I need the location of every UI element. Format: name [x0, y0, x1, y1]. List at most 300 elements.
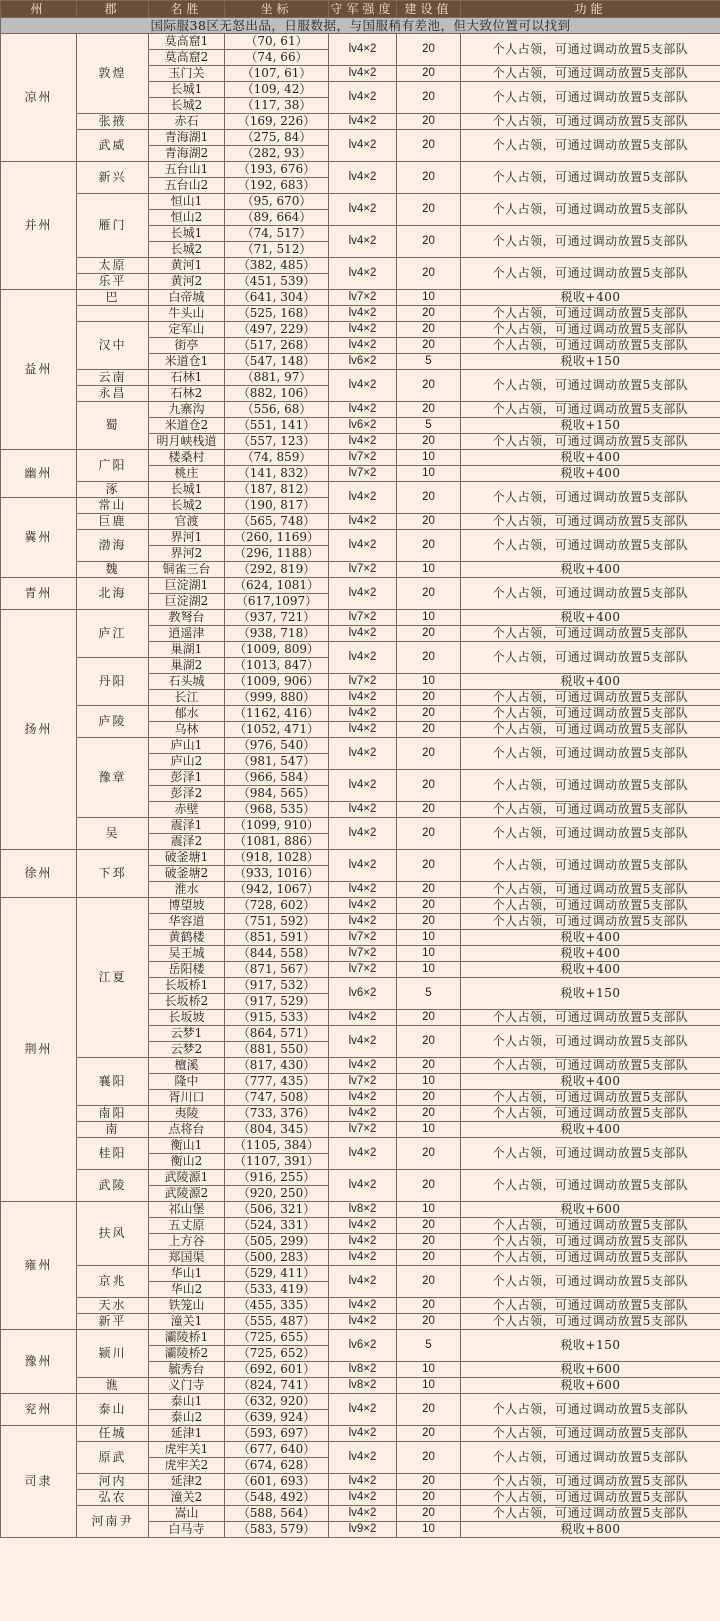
landmark-cell[interactable]: 云梦1 [149, 1026, 225, 1042]
construction-cell[interactable]: 20 [397, 1026, 461, 1058]
garrison-cell[interactable]: lv4×2 [329, 34, 397, 66]
garrison-cell[interactable]: lv4×2 [329, 1298, 397, 1314]
coordinate-cell[interactable]: （632, 920） [225, 1394, 329, 1410]
commandery-cell[interactable]: 颍川 [77, 1330, 149, 1378]
header-commandery[interactable]: 郡 [77, 1, 149, 18]
commandery-cell[interactable]: 太原 [77, 258, 149, 274]
landmark-cell[interactable]: 义门寺 [149, 1378, 225, 1394]
commandery-cell[interactable]: 豫章 [77, 738, 149, 818]
coordinate-cell[interactable]: （617,1097） [225, 594, 329, 610]
commandery-cell[interactable]: 河南尹 [77, 1506, 149, 1538]
coordinate-cell[interactable]: （292, 819） [225, 562, 329, 578]
commandery-cell[interactable]: 襄阳 [77, 1058, 149, 1106]
garrison-cell[interactable]: lv7×2 [329, 1074, 397, 1090]
landmark-cell[interactable]: 衡山2 [149, 1154, 225, 1170]
construction-cell[interactable]: 20 [397, 1170, 461, 1202]
garrison-cell[interactable]: lv7×2 [329, 466, 397, 482]
garrison-cell[interactable]: lv4×2 [329, 530, 397, 562]
landmark-cell[interactable]: 灞陵桥2 [149, 1346, 225, 1362]
header-landmark[interactable]: 名胜 [149, 1, 225, 18]
landmark-cell[interactable]: 铁笼山 [149, 1298, 225, 1314]
construction-cell[interactable]: 20 [397, 194, 461, 226]
garrison-cell[interactable]: lv4×2 [329, 1218, 397, 1234]
coordinate-cell[interactable]: （455, 335） [225, 1298, 329, 1314]
coordinate-cell[interactable]: （74, 66） [225, 50, 329, 66]
function-cell[interactable]: 个人占领，可通过调动放置5支部队 [461, 82, 720, 114]
coordinate-cell[interactable]: （981, 547） [225, 754, 329, 770]
landmark-cell[interactable]: 长城1 [149, 226, 225, 242]
function-cell[interactable]: 个人占领，可通过调动放置5支部队 [461, 530, 720, 562]
construction-cell[interactable]: 20 [397, 66, 461, 82]
coordinate-cell[interactable]: （751, 592） [225, 914, 329, 930]
function-cell[interactable]: 税收+400 [461, 946, 720, 962]
coordinate-cell[interactable]: （74, 517） [225, 226, 329, 242]
coordinate-cell[interactable]: （1009, 809） [225, 642, 329, 658]
function-cell[interactable]: 税收+400 [461, 610, 720, 626]
garrison-cell[interactable]: lv4×2 [329, 722, 397, 738]
landmark-cell[interactable]: 泰山2 [149, 1410, 225, 1426]
commandery-cell[interactable]: 吴 [77, 818, 149, 850]
landmark-cell[interactable]: 巨淀湖1 [149, 578, 225, 594]
coordinate-cell[interactable]: （551, 141） [225, 418, 329, 434]
garrison-cell[interactable]: lv4×2 [329, 1394, 397, 1426]
coordinate-cell[interactable]: （984, 565） [225, 786, 329, 802]
landmark-cell[interactable]: 长坂坡 [149, 1010, 225, 1026]
commandery-cell[interactable]: 弘农 [77, 1490, 149, 1506]
landmark-cell[interactable]: 胥川口 [149, 1090, 225, 1106]
function-cell[interactable]: 税收+400 [461, 290, 720, 306]
garrison-cell[interactable]: lv4×2 [329, 578, 397, 610]
landmark-cell[interactable]: 长城2 [149, 98, 225, 114]
landmark-cell[interactable]: 莫高窟2 [149, 50, 225, 66]
landmark-cell[interactable]: 界河2 [149, 546, 225, 562]
landmark-cell[interactable]: 上方谷 [149, 1234, 225, 1250]
coordinate-cell[interactable]: （747, 508） [225, 1090, 329, 1106]
construction-cell[interactable]: 10 [397, 610, 461, 626]
landmark-cell[interactable]: 武陵源1 [149, 1170, 225, 1186]
garrison-cell[interactable]: lv4×2 [329, 1314, 397, 1330]
function-cell[interactable]: 个人占领，可通过调动放置5支部队 [461, 370, 720, 402]
landmark-cell[interactable]: 牛头山 [149, 306, 225, 322]
province-cell[interactable]: 司隶 [1, 1426, 77, 1538]
commandery-cell[interactable]: 京兆 [77, 1266, 149, 1298]
coordinate-cell[interactable]: （938, 718） [225, 626, 329, 642]
landmark-cell[interactable]: 铜雀三台 [149, 562, 225, 578]
function-cell[interactable]: 个人占领，可通过调动放置5支部队 [461, 1474, 720, 1490]
function-cell[interactable]: 个人占领，可通过调动放置5支部队 [461, 434, 720, 450]
coordinate-cell[interactable]: （583, 579） [225, 1522, 329, 1538]
garrison-cell[interactable]: lv4×2 [329, 322, 397, 338]
garrison-cell[interactable]: lv7×2 [329, 562, 397, 578]
province-cell[interactable]: 青州 [1, 578, 77, 610]
construction-cell[interactable]: 10 [397, 466, 461, 482]
coordinate-cell[interactable]: （968, 535） [225, 802, 329, 818]
province-cell[interactable]: 徐州 [1, 850, 77, 898]
function-cell[interactable]: 个人占领，可通过调动放置5支部队 [461, 722, 720, 738]
landmark-cell[interactable]: 破釜塘2 [149, 866, 225, 882]
commandery-cell[interactable]: 南 [77, 1122, 149, 1138]
landmark-cell[interactable]: 黄鹤楼 [149, 930, 225, 946]
construction-cell[interactable]: 10 [397, 1362, 461, 1378]
function-cell[interactable]: 个人占领，可通过调动放置5支部队 [461, 514, 720, 530]
garrison-cell[interactable]: lv7×2 [329, 946, 397, 962]
function-cell[interactable]: 个人占领，可通过调动放置5支部队 [461, 1394, 720, 1426]
coordinate-cell[interactable]: （824, 741） [225, 1378, 329, 1394]
coordinate-cell[interactable]: （692, 601） [225, 1362, 329, 1378]
construction-cell[interactable]: 20 [397, 882, 461, 898]
garrison-cell[interactable]: lv4×2 [329, 162, 397, 194]
province-cell[interactable]: 并州 [1, 162, 77, 290]
commandery-cell[interactable]: 涿 [77, 482, 149, 498]
header-garrison[interactable]: 守军强度 [330, 1, 395, 16]
coordinate-cell[interactable]: （190, 817） [225, 498, 329, 514]
garrison-cell[interactable]: lv4×2 [329, 434, 397, 450]
construction-cell[interactable]: 20 [397, 722, 461, 738]
coordinate-cell[interactable]: （804, 345） [225, 1122, 329, 1138]
construction-cell[interactable]: 20 [397, 402, 461, 418]
construction-cell[interactable]: 20 [397, 226, 461, 258]
landmark-cell[interactable]: 长江 [149, 690, 225, 706]
function-cell[interactable]: 个人占领，可通过调动放置5支部队 [461, 114, 720, 130]
landmark-cell[interactable]: 巨淀湖2 [149, 594, 225, 610]
commandery-cell[interactable]: 渤海 [77, 530, 149, 562]
garrison-cell[interactable]: lv4×2 [329, 402, 397, 418]
function-cell[interactable]: 个人占领，可通过调动放置5支部队 [461, 482, 720, 514]
coordinate-cell[interactable]: （920, 250） [225, 1186, 329, 1202]
garrison-cell[interactable]: lv4×2 [329, 1058, 397, 1074]
construction-cell[interactable]: 5 [397, 418, 461, 434]
coordinate-cell[interactable]: （976, 540） [225, 738, 329, 754]
function-cell[interactable]: 个人占领，可通过调动放置5支部队 [461, 898, 720, 914]
function-cell[interactable]: 税收+400 [461, 1122, 720, 1138]
landmark-cell[interactable]: 云梦2 [149, 1042, 225, 1058]
landmark-cell[interactable]: 恒山2 [149, 210, 225, 226]
landmark-cell[interactable]: 岳阳楼 [149, 962, 225, 978]
coordinate-cell[interactable]: （506, 321） [225, 1202, 329, 1218]
commandery-cell[interactable]: 任城 [77, 1426, 149, 1442]
notice-cell[interactable]: 国际服38区无怒出品，日服数据，与国服稍有差池，但大致位置可以找到 [1, 18, 720, 34]
coordinate-cell[interactable]: （641, 304） [225, 290, 329, 306]
landmark-cell[interactable]: 檀溪 [149, 1058, 225, 1074]
landmark-cell[interactable]: 震泽2 [149, 834, 225, 850]
construction-cell[interactable]: 20 [397, 530, 461, 562]
garrison-cell[interactable]: lv4×2 [329, 1250, 397, 1266]
construction-cell[interactable]: 20 [397, 1394, 461, 1426]
function-cell[interactable]: 个人占领，可通过调动放置5支部队 [461, 626, 720, 642]
construction-cell[interactable]: 20 [397, 370, 461, 402]
coordinate-cell[interactable]: （505, 299） [225, 1234, 329, 1250]
commandery-cell[interactable]: 永昌 [77, 386, 149, 402]
commandery-cell[interactable]: 武威 [77, 130, 149, 162]
garrison-cell[interactable]: lv4×2 [329, 882, 397, 898]
function-cell[interactable]: 个人占领，可通过调动放置5支部队 [461, 1250, 720, 1266]
landmark-cell[interactable]: 破釜塘1 [149, 850, 225, 866]
coordinate-cell[interactable]: （89, 664） [225, 210, 329, 226]
garrison-cell[interactable]: lv8×2 [329, 1378, 397, 1394]
garrison-cell[interactable]: lv4×2 [329, 82, 397, 114]
construction-cell[interactable]: 20 [397, 1058, 461, 1074]
landmark-cell[interactable]: 明月峡栈道 [149, 434, 225, 450]
coordinate-cell[interactable]: （677, 640） [225, 1442, 329, 1458]
coordinate-cell[interactable]: （864, 571） [225, 1026, 329, 1042]
landmark-cell[interactable]: 界河1 [149, 530, 225, 546]
landmark-cell[interactable]: 长城2 [149, 498, 225, 514]
landmark-cell[interactable]: 长城1 [149, 482, 225, 498]
landmark-cell[interactable]: 隆中 [149, 1074, 225, 1090]
commandery-cell[interactable]: 魏 [77, 562, 149, 578]
construction-cell[interactable]: 20 [397, 1314, 461, 1330]
coordinate-cell[interactable]: （725, 655） [225, 1330, 329, 1346]
coordinate-cell[interactable]: （70, 61） [225, 34, 329, 50]
landmark-cell[interactable]: 五台山2 [149, 178, 225, 194]
construction-cell[interactable]: 20 [397, 1490, 461, 1506]
construction-cell[interactable]: 20 [397, 914, 461, 930]
function-cell[interactable]: 税收+800 [461, 1522, 720, 1538]
garrison-cell[interactable]: lv4×2 [329, 1442, 397, 1474]
function-cell[interactable]: 个人占领，可通过调动放置5支部队 [461, 1170, 720, 1202]
construction-cell[interactable]: 20 [397, 306, 461, 322]
landmark-cell[interactable]: 泰山1 [149, 1394, 225, 1410]
landmark-cell[interactable]: 乌林 [149, 722, 225, 738]
construction-cell[interactable]: 10 [397, 1202, 461, 1218]
coordinate-cell[interactable]: （1013, 847） [225, 658, 329, 674]
coordinate-cell[interactable]: （95, 670） [225, 194, 329, 210]
commandery-cell[interactable]: 乐平 [77, 274, 149, 290]
construction-cell[interactable]: 20 [397, 578, 461, 610]
landmark-cell[interactable]: 教弩台 [149, 610, 225, 626]
header-construction[interactable]: 建设值 [397, 1, 461, 18]
coordinate-cell[interactable]: （725, 652） [225, 1346, 329, 1362]
coordinate-cell[interactable]: （999, 880） [225, 690, 329, 706]
coordinate-cell[interactable]: （937, 721） [225, 610, 329, 626]
construction-cell[interactable]: 20 [397, 1442, 461, 1474]
construction-cell[interactable]: 20 [397, 706, 461, 722]
garrison-cell[interactable]: lv7×2 [329, 1122, 397, 1138]
commandery-cell[interactable]: 汉中 [77, 322, 149, 370]
landmark-cell[interactable]: 恒山1 [149, 194, 225, 210]
garrison-cell[interactable]: lv8×2 [329, 1202, 397, 1218]
coordinate-cell[interactable]: （141, 832） [225, 466, 329, 482]
construction-cell[interactable]: 20 [397, 626, 461, 642]
coordinate-cell[interactable]: （557, 123） [225, 434, 329, 450]
coordinate-cell[interactable]: （851, 591） [225, 930, 329, 946]
construction-cell[interactable]: 20 [397, 130, 461, 162]
construction-cell[interactable]: 20 [397, 1218, 461, 1234]
commandery-cell[interactable]: 南阳 [77, 1106, 149, 1122]
commandery-cell[interactable]: 天水 [77, 1298, 149, 1314]
landmark-cell[interactable]: 巢湖2 [149, 658, 225, 674]
function-cell[interactable]: 个人占领，可通过调动放置5支部队 [461, 1506, 720, 1522]
construction-cell[interactable]: 20 [397, 82, 461, 114]
function-cell[interactable]: 税收+150 [461, 978, 720, 1010]
function-cell[interactable]: 个人占领，可通过调动放置5支部队 [461, 1138, 720, 1170]
garrison-cell[interactable]: lv6×2 [329, 978, 397, 1010]
commandery-cell[interactable]: 巴 [77, 290, 149, 306]
function-cell[interactable]: 个人占领，可通过调动放置5支部队 [461, 1426, 720, 1442]
garrison-cell[interactable]: lv4×2 [329, 1170, 397, 1202]
function-cell[interactable]: 个人占领，可通过调动放置5支部队 [461, 162, 720, 194]
landmark-cell[interactable]: 潼关1 [149, 1314, 225, 1330]
landmark-cell[interactable]: 街亭 [149, 338, 225, 354]
garrison-cell[interactable]: lv6×2 [329, 1330, 397, 1362]
coordinate-cell[interactable]: （517, 268） [225, 338, 329, 354]
construction-cell[interactable]: 10 [397, 290, 461, 306]
construction-cell[interactable]: 20 [397, 1298, 461, 1314]
province-cell[interactable]: 凉州 [1, 34, 77, 162]
function-cell[interactable]: 个人占领，可通过调动放置5支部队 [461, 322, 720, 338]
function-cell[interactable]: 个人占领，可通过调动放置5支部队 [461, 258, 720, 290]
garrison-cell[interactable]: lv4×2 [329, 770, 397, 802]
landmark-cell[interactable]: 武陵源2 [149, 1186, 225, 1202]
header-province[interactable]: 州 [1, 1, 77, 18]
coordinate-cell[interactable]: （1081, 886） [225, 834, 329, 850]
construction-cell[interactable]: 20 [397, 1266, 461, 1298]
landmark-cell[interactable]: 桃庄 [149, 466, 225, 482]
coordinate-cell[interactable]: （451, 539） [225, 274, 329, 290]
coordinate-cell[interactable]: （882, 106） [225, 386, 329, 402]
function-cell[interactable]: 个人占领，可通过调动放置5支部队 [461, 1314, 720, 1330]
commandery-cell[interactable]: 广阳 [77, 450, 149, 482]
coordinate-cell[interactable]: （871, 567） [225, 962, 329, 978]
coordinate-cell[interactable]: （74, 859） [225, 450, 329, 466]
coordinate-cell[interactable]: （593, 697） [225, 1426, 329, 1442]
landmark-cell[interactable]: 白马寺 [149, 1522, 225, 1538]
coordinate-cell[interactable]: （733, 376） [225, 1106, 329, 1122]
function-cell[interactable]: 个人占领，可通过调动放置5支部队 [461, 770, 720, 802]
function-cell[interactable]: 个人占领，可通过调动放置5支部队 [461, 1298, 720, 1314]
construction-cell[interactable]: 10 [397, 946, 461, 962]
commandery-cell[interactable]: 北海 [77, 578, 149, 610]
coordinate-cell[interactable]: （275, 84） [225, 130, 329, 146]
province-cell[interactable]: 益州 [1, 290, 77, 450]
coordinate-cell[interactable]: （525, 168） [225, 306, 329, 322]
function-cell[interactable]: 税收+400 [461, 930, 720, 946]
landmark-cell[interactable]: 逍遥津 [149, 626, 225, 642]
garrison-cell[interactable]: lv4×2 [329, 130, 397, 162]
construction-cell[interactable]: 20 [397, 1106, 461, 1122]
landmark-cell[interactable]: 夷陵 [149, 1106, 225, 1122]
coordinate-cell[interactable]: （916, 255） [225, 1170, 329, 1186]
coordinate-cell[interactable]: （107, 61） [225, 66, 329, 82]
construction-cell[interactable]: 20 [397, 802, 461, 818]
coordinate-cell[interactable]: （674, 628） [225, 1458, 329, 1474]
function-cell[interactable]: 个人占领，可通过调动放置5支部队 [461, 194, 720, 226]
coordinate-cell[interactable]: （966, 584） [225, 770, 329, 786]
landmark-cell[interactable]: 彭泽1 [149, 770, 225, 786]
coordinate-cell[interactable]: （524, 331） [225, 1218, 329, 1234]
function-cell[interactable]: 税收+600 [461, 1202, 720, 1218]
landmark-cell[interactable]: 五丈原 [149, 1218, 225, 1234]
garrison-cell[interactable]: lv4×2 [329, 1506, 397, 1522]
coordinate-cell[interactable]: （1099, 910） [225, 818, 329, 834]
coordinate-cell[interactable]: （547, 148） [225, 354, 329, 370]
commandery-cell[interactable]: 蜀 [77, 402, 149, 450]
commandery-cell[interactable]: 扶风 [77, 1202, 149, 1266]
coordinate-cell[interactable]: （777, 435） [225, 1074, 329, 1090]
landmark-cell[interactable]: 莫高窟1 [149, 34, 225, 50]
province-cell[interactable]: 豫州 [1, 1330, 77, 1394]
commandery-cell[interactable]: 庐陵 [77, 706, 149, 738]
garrison-cell[interactable]: lv4×2 [329, 258, 397, 290]
coordinate-cell[interactable]: （915, 533） [225, 1010, 329, 1026]
landmark-cell[interactable]: 郁水 [149, 706, 225, 722]
function-cell[interactable]: 个人占领，可通过调动放置5支部队 [461, 402, 720, 418]
construction-cell[interactable]: 20 [397, 1474, 461, 1490]
construction-cell[interactable]: 20 [397, 1234, 461, 1250]
province-cell[interactable]: 冀州 [1, 498, 77, 578]
function-cell[interactable]: 个人占领，可通过调动放置5支部队 [461, 818, 720, 850]
construction-cell[interactable]: 20 [397, 1010, 461, 1026]
garrison-cell[interactable]: lv4×2 [329, 1026, 397, 1058]
construction-cell[interactable]: 20 [397, 642, 461, 674]
garrison-cell[interactable]: lv6×2 [329, 418, 397, 434]
province-cell[interactable]: 荆州 [1, 898, 77, 1202]
garrison-cell[interactable]: lv4×2 [329, 1426, 397, 1442]
coordinate-cell[interactable]: （548, 492） [225, 1490, 329, 1506]
construction-cell[interactable]: 10 [397, 1122, 461, 1138]
coordinate-cell[interactable]: （942, 1067） [225, 882, 329, 898]
garrison-cell[interactable]: lv4×2 [329, 690, 397, 706]
construction-cell[interactable]: 20 [397, 1426, 461, 1442]
landmark-cell[interactable]: 衡山1 [149, 1138, 225, 1154]
garrison-cell[interactable]: lv7×2 [329, 610, 397, 626]
commandery-cell[interactable]: 常山 [77, 498, 149, 514]
commandery-cell[interactable]: 雁门 [77, 194, 149, 258]
function-cell[interactable]: 个人占领，可通过调动放置5支部队 [461, 738, 720, 770]
garrison-cell[interactable]: lv7×2 [329, 930, 397, 946]
landmark-cell[interactable]: 长坂桥1 [149, 978, 225, 994]
landmark-cell[interactable]: 震泽1 [149, 818, 225, 834]
construction-cell[interactable]: 20 [397, 1090, 461, 1106]
garrison-cell[interactable]: lv4×2 [329, 1490, 397, 1506]
header-function[interactable]: 功能 [461, 1, 720, 18]
garrison-cell[interactable]: lv4×2 [329, 626, 397, 642]
function-cell[interactable]: 税收+150 [461, 1330, 720, 1362]
province-cell[interactable]: 扬州 [1, 610, 77, 850]
landmark-cell[interactable]: 郑国渠 [149, 1250, 225, 1266]
garrison-cell[interactable]: lv4×2 [329, 370, 397, 402]
construction-cell[interactable]: 20 [397, 1250, 461, 1266]
function-cell[interactable]: 个人占领，可通过调动放置5支部队 [461, 34, 720, 66]
landmark-cell[interactable]: 白帝城 [149, 290, 225, 306]
landmark-cell[interactable]: 博望坡 [149, 898, 225, 914]
garrison-cell[interactable]: lv6×2 [329, 354, 397, 370]
landmark-cell[interactable]: 官渡 [149, 514, 225, 530]
garrison-cell[interactable]: lv4×2 [329, 1474, 397, 1490]
coordinate-cell[interactable]: （555, 487） [225, 1314, 329, 1330]
garrison-cell[interactable]: lv4×2 [329, 114, 397, 130]
coordinate-cell[interactable]: （533, 419） [225, 1282, 329, 1298]
function-cell[interactable]: 个人占领，可通过调动放置5支部队 [461, 338, 720, 354]
coordinate-cell[interactable]: （639, 924） [225, 1410, 329, 1426]
garrison-cell[interactable]: lv9×2 [329, 1522, 397, 1538]
construction-cell[interactable]: 10 [397, 674, 461, 690]
garrison-cell[interactable]: lv8×2 [329, 1362, 397, 1378]
garrison-cell[interactable]: lv4×2 [329, 194, 397, 226]
garrison-cell[interactable]: lv4×2 [329, 1010, 397, 1026]
garrison-cell[interactable]: lv4×2 [329, 850, 397, 882]
garrison-cell[interactable]: lv4×2 [329, 1266, 397, 1298]
construction-cell[interactable]: 20 [397, 258, 461, 290]
construction-cell[interactable]: 20 [397, 898, 461, 914]
coordinate-cell[interactable]: （917, 529） [225, 994, 329, 1010]
coordinate-cell[interactable]: （187, 812） [225, 482, 329, 498]
construction-cell[interactable]: 20 [397, 738, 461, 770]
function-cell[interactable]: 个人占领，可通过调动放置5支部队 [461, 1090, 720, 1106]
landmark-cell[interactable]: 虎牢关1 [149, 1442, 225, 1458]
landmark-cell[interactable]: 九寨沟 [149, 402, 225, 418]
construction-cell[interactable]: 5 [397, 1330, 461, 1362]
